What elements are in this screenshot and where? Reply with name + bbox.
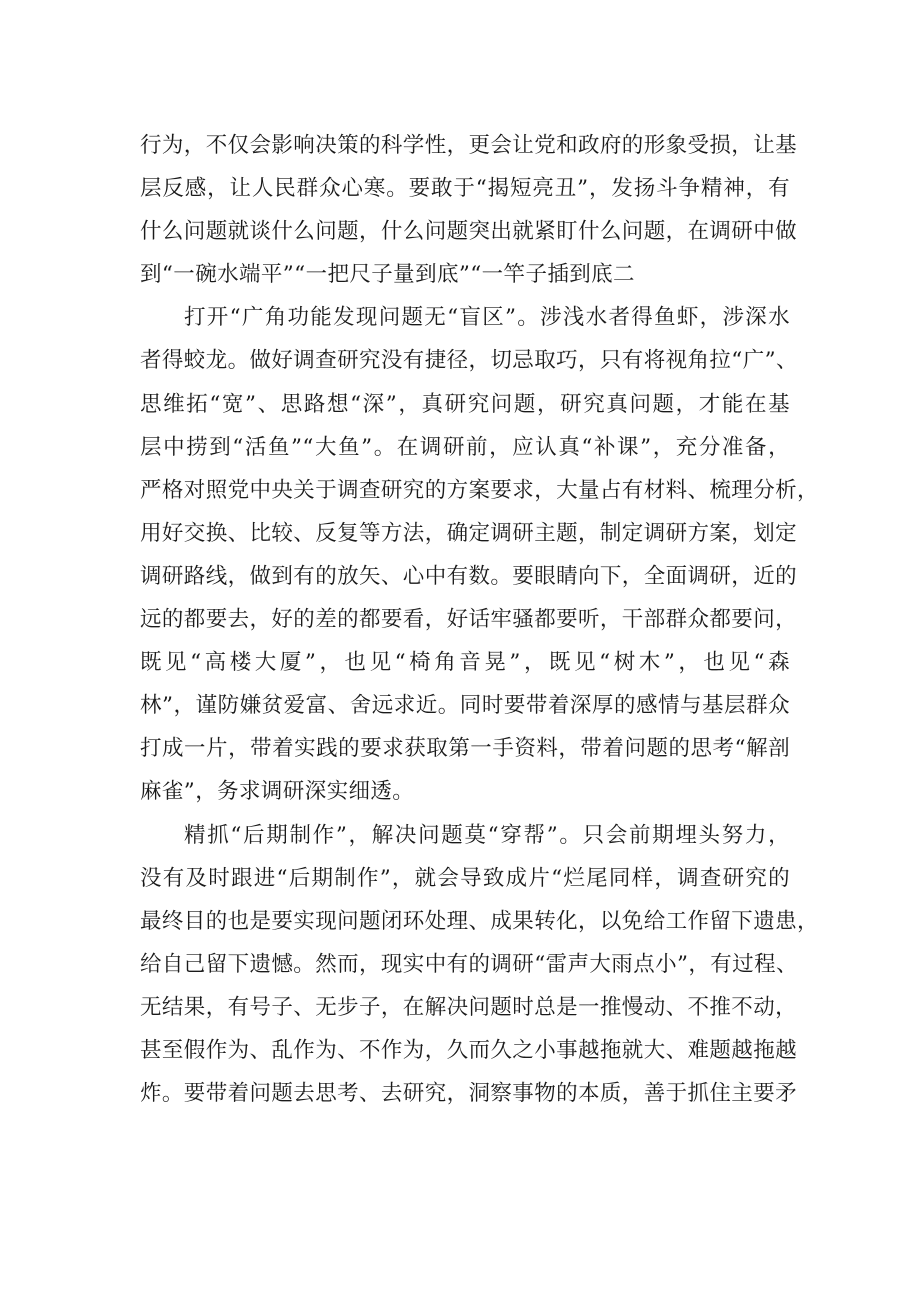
paragraph-2 [140, 296, 819, 813]
text-line: 严格对照党中央关于调查研究的方案要求，大量占有材料、梳理分析， [140, 477, 819, 503]
text-line: 打开“广角功能发现问题无“盲区”。涉浅水者得鱼虾，涉深水 [184, 305, 790, 331]
text-line: 麻雀”，务求调研深实细透。 [140, 779, 415, 805]
text-line: 炸。要带着问题去思考、去研究，洞察事物的本质，善于抓住主要矛 [140, 1081, 798, 1107]
paragraph-1 [140, 124, 798, 296]
text-line: 什么问题就谈什么问题，什么问题突出就紧盯什么问题，在调研中做 [140, 219, 798, 245]
text-line: 到“一碗水端平”“一把尺子量到底”“一竿子插到底二 [140, 262, 635, 288]
text-line: 既见“高楼大厦”，也见“椅角音晃”，既见“树木”，也见“森 [140, 650, 790, 676]
text-line: 最终目的也是要实现问题闭环处理、成果转化，以免给工作留下遗患， [140, 908, 819, 934]
text-line: 行为，不仅会影响决策的科学性，更会让党和政府的形象受损，让基 [140, 133, 798, 158]
text-line: 甚至假作为、乱作为、不作为，久而久之小事越拖就大、难题越拖越 [140, 1037, 798, 1063]
text-line: 精抓“后期制作”，解决问题莫“穿帮”。只会前期埋头努力， [184, 822, 790, 848]
text-line: 远的都要去，好的差的都要看，好话牢骚都要听，干部群众都要问， [140, 607, 798, 633]
text-line: 打成一片，带着实践的要求获取第一手资料，带着问题的思考“解剖 [140, 736, 790, 762]
text-line: 林”，谨防嫌贫爱富、舍远求近。同时要带着深厚的感情与基层群众 [140, 693, 790, 719]
text-line: 思维拓“宽”、思路想“深”，真研究问题，研究真问题，才能在基 [140, 391, 790, 417]
document-page [140, 124, 819, 1115]
text-line: 调研路线，做到有的放矢、心中有数。要眼睛向下，全面调研，近的 [140, 563, 798, 589]
paragraph-3 [140, 814, 819, 1116]
text-line: 无结果，有号子、无步子，在解决问题时总是一推慢动、不推不动， [140, 994, 798, 1020]
text-line: 层反感，让人民群众心寒。要敢于“揭短亮丑”，发扬斗争精神，有 [140, 176, 790, 202]
text-line: 者得蛟龙。做好调查研究没有捷径，切忌取巧，只有将视角拉“广”、 [140, 348, 798, 374]
text-line: 用好交换、比较、反复等方法，确定调研主题，制定调研方案，划定 [140, 520, 798, 546]
text-line: 没有及时跟进“后期制作”，就会导致成片“烂尾同样，调查研究的 [140, 865, 790, 891]
text-line: 给自己留下遗憾。然而，现实中有的调研“雷声大雨点小”，有过程、 [140, 951, 798, 977]
text-line: 层中捞到“活鱼”“大鱼”。在调研前，应认真“补课”，充分准备， [140, 434, 790, 460]
